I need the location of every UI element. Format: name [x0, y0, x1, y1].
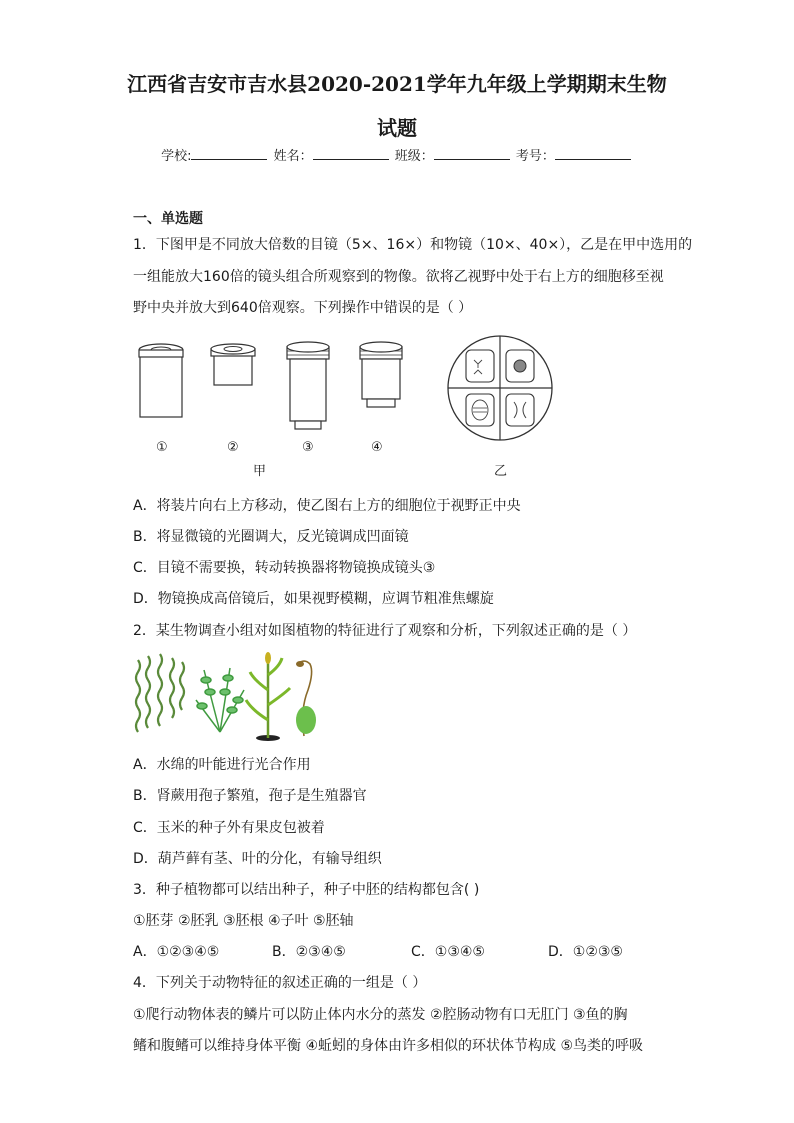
number-label: 考号： [515, 149, 555, 164]
number-blank [555, 147, 631, 160]
corn-icon [246, 652, 290, 741]
school-blank [191, 147, 267, 160]
q4-stem: 4．下列关于动物特征的叙述正确的一组是（ ） [133, 975, 427, 991]
q3-parts: ①胚芽 ②胚乳 ③胚根 ④子叶 ⑤胚轴 [133, 913, 354, 929]
objective-lens-3-icon [287, 342, 329, 429]
q1-stem-line3: 野中央并放大到640倍观察。下列操作中错误的是（ ） [133, 300, 473, 316]
q1-option-d: D．物镜换成高倍镜后，如果视野模糊，应调节粗准焦螺旋 [133, 591, 494, 607]
lens-label-3: ③ [302, 440, 314, 455]
class-blank [434, 147, 510, 160]
q3-option-b: B．②③④⑤ [272, 944, 346, 960]
fern-icon [196, 668, 244, 732]
q3-option-d: D．①②③⑤ [548, 944, 623, 960]
lens-label-4: ④ [371, 440, 383, 455]
q2-option-b: B．肾蕨用孢子繁殖，孢子是生殖器官 [133, 788, 367, 804]
field-of-view-yi [446, 334, 554, 442]
plants-figure [132, 650, 332, 742]
q2-option-d: D．葫芦藓有茎、叶的分化，有输导组织 [133, 851, 382, 867]
section-title: 一、单选题 [133, 211, 203, 227]
figure-label-jia: 甲 [253, 464, 267, 479]
lens-label-2: ② [227, 440, 239, 455]
eyepiece-lens-1-icon [139, 344, 183, 417]
q3-stem: 3．种子植物都可以结出种子，种子中胚的结构都包含( ) [133, 882, 480, 898]
q4-line1: ①爬行动物体表的鳞片可以防止体内水分的蒸发 ②腔肠动物有口无肛门 ③鱼的胸 [133, 1007, 628, 1023]
school-label: 学校: [161, 149, 192, 164]
q2-option-c: C．玉米的种子外有果皮包被着 [133, 820, 325, 836]
student-info-row [0, 145, 794, 164]
moss-icon [296, 661, 316, 736]
figure-label-yi: 乙 [494, 464, 508, 479]
q2-option-a: A．水绵的叶能进行光合作用 [133, 757, 311, 773]
q1-option-a: A．将装片向右上方移动，使乙图右上方的细胞位于视野正中央 [133, 498, 521, 514]
name-blank [313, 147, 389, 160]
name-label: 姓名： [273, 149, 313, 164]
class-label: 班级： [394, 149, 434, 164]
q1-option-c: C．目镜不需要换，转动转换器将物镜换成镜头③ [133, 560, 436, 576]
q2-stem: 2．某生物调查小组对如图植物的特征进行了观察和分析，下列叙述正确的是（ ） [133, 623, 637, 639]
q4-line2: 鳍和腹鳍可以维持身体平衡 ④蚯蚓的身体由许多相似的环状体节构成 ⑤鸟类的呼吸 [133, 1038, 643, 1054]
spirogyra-icon [136, 654, 184, 732]
objective-lens-4-icon [360, 342, 402, 407]
document-title-line1: 江西省吉安市吉水县2020-2021学年九年级上学期期末生物 [127, 72, 667, 96]
q1-stem-line2: 一组能放大160倍的镜头组合所观察到的物像。欲将乙视野中处于右上方的细胞移至视 [133, 269, 664, 285]
q3-option-a: A．①②③④⑤ [133, 944, 220, 960]
eyepiece-lens-2-icon [211, 344, 255, 385]
q1-stem-line1: 1．下图甲是不同放大倍数的目镜（5×、16×）和物镜（10×、40×），乙是在甲中选用的 [133, 237, 693, 253]
q3-option-c: C．①③④⑤ [411, 944, 485, 960]
document-title-line2: 试题 [377, 116, 417, 140]
lens-figure-jia [130, 335, 420, 480]
q1-option-b: B．将显微镜的光圈调大，反光镜调成凹面镜 [133, 529, 409, 545]
lens-label-1: ① [156, 440, 168, 455]
